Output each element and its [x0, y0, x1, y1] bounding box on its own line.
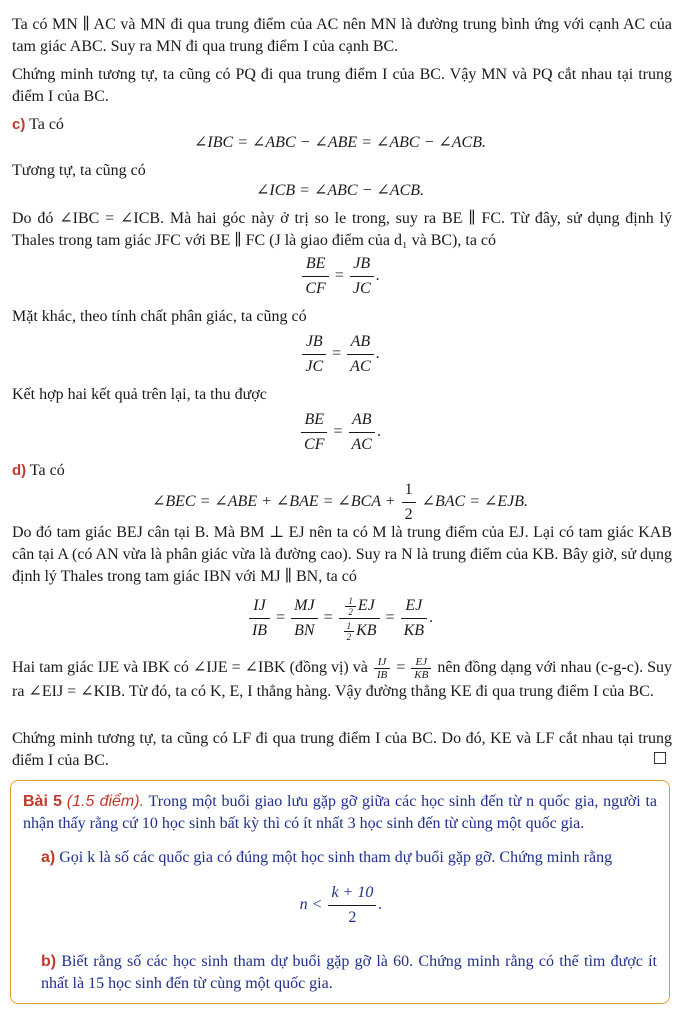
fraction-numerator: k + 10 [328, 881, 376, 906]
fraction-text: EJ [357, 597, 375, 614]
fraction-numerator: IJ [374, 656, 390, 669]
problem-statement: Bài 5 (1.5 điểm). Trong một buổi giao lưu gặp gỡ giữa các học sinh đến từ n quốc gia, người ta nhận thấy rằng cứ 10 học sinh bất kỳ thì có ít nhất 3 học sinh đến từ cùng một quốc gia. [23, 793, 658, 832]
fraction-numerator [339, 594, 380, 619]
inequality-n: n < $\frac{k + 10}{2}$ . [11, 881, 671, 930]
fraction-numerator: MJ [291, 594, 317, 619]
ratio-jb-jc-equals-ab-ac: $\frac{JB}{JC}$ = $\frac{AB}{AC}$ . [0, 330, 680, 379]
fraction-denominator: 2 [404, 506, 413, 523]
part-d-label: d) [12, 462, 27, 479]
part-a-label: a) [41, 849, 56, 866]
paragraph-1: Ta có MN ∥ AC và MN đi qua trung điểm của AC nên MN là đường trung bình ứng với cạnh AC của tam giác ABC. Suy ra MN đi qua trung điểm I của cạnh BC. [12, 16, 672, 55]
paragraph-4: Mặt khác, theo tính chất phân giác, ta cũng có [12, 308, 307, 325]
fraction-numerator: EJ [401, 594, 427, 619]
fraction-denominator [339, 619, 380, 643]
problem-text: Trong một buổi giao lưu gặp gỡ giữa các học sinh đến từ n quốc gia, người ta nhận thấy rằng cứ 10 học sinh bất kỳ thì có ít nhất 3 học sinh đến từ cùng một quốc gia. [23, 793, 658, 832]
paragraph-7-start: Hai tam giác IJE và IBK có ∠IJE = ∠IBK (đồng vị) và [12, 659, 368, 677]
fraction-numerator: JB [350, 252, 374, 277]
problem-box [10, 780, 670, 1004]
fraction-numerator: BE [301, 408, 327, 433]
fraction-numerator: JB [302, 330, 326, 355]
similarly-text: Tương tự, ta cũng có [12, 162, 146, 179]
equation-d1-right: ∠BAC = ∠EJB. [421, 493, 529, 511]
ratio-be-cf-equals-jb-jc: $\frac{BE}{CF}$ = $\frac{JB}{JC}$ . [0, 252, 680, 301]
fraction-numerator: 1 [344, 621, 355, 632]
part-b-text: Biết rằng số các học sinh tham dự buổi gặp gỡ là 60. Chứng minh rằng có thể tìm được ít nhất là 15 học sinh đến từ cùng một quốc gia. [41, 953, 658, 992]
fraction-denominator: IB [376, 669, 388, 681]
ratio-be-cf-equals-ab-ac: $\frac{BE}{CF}$ = $\frac{AB}{AC}$ . [0, 408, 680, 457]
equation-c1: ∠IBC = ∠ABC − ∠ABE = ∠ABC − ∠ACB. [194, 134, 486, 151]
fraction-numerator: BE [302, 252, 328, 277]
fraction-denominator: 2 [348, 606, 353, 617]
fraction-denominator: AC [350, 358, 371, 375]
fraction-denominator: BN [294, 622, 315, 639]
paragraph-5: Kết hợp hai kết quả trên lại, ta thu được [12, 386, 267, 403]
fraction-denominator: JC [305, 358, 324, 375]
fraction-numerator: AB [349, 408, 375, 433]
equation-d1 [0, 478, 680, 527]
paragraph-7: Hai tam giác IJE và IBK có ∠IJE = ∠IBK (đồng vị) và $\frac{IJ}{IB}$ = $\frac{EJ}{KB}$ nên đồng dạng với nhau (c-g-c). Suy ra ∠EIJ = ∠KIB. Từ đó, ta có K, E, I thẳng hàng. Vậy đường thẳng KE đi qua trung điểm I của BC. [12, 656, 673, 700]
paragraph-7-end: nên đồng dạng với nhau (c-g-c). Suy ra ∠EIJ = ∠KIB. Từ đó, ta có K, E, I thẳng hàng. Vậy đường thẳng KE đi qua trung điểm I của BC. [12, 659, 673, 700]
paragraph-2: Chứng minh tương tự, ta cũng có PQ đi qua trung điểm I của BC. Vậy MN và PQ cắt nhau tại trung điểm I của BC. [12, 66, 672, 105]
part-c-intro: Ta có [29, 116, 64, 133]
fraction-numerator: AB [347, 330, 373, 355]
problem-part-a [41, 847, 657, 869]
equation-d1-left: ∠BEC = ∠ABE + ∠BAE = ∠BCA + [151, 493, 396, 511]
problem-points: 1.5 điểm [72, 793, 135, 810]
qed-square-icon [654, 752, 666, 764]
fraction-text: KB [356, 622, 377, 639]
equation-c2: ∠ICB = ∠ABC − ∠ACB. [255, 182, 425, 199]
part-d-intro: Ta có [29, 462, 65, 479]
part-b-label: b) [41, 953, 57, 970]
fraction-denominator: 2 [346, 631, 352, 642]
fraction-numerator: EJ [411, 656, 431, 669]
fraction-denominator: 2 [348, 909, 357, 926]
part-c-label: c) [12, 116, 26, 133]
paragraph-8: Chứng minh tương tự, ta cũng có LF đi qua trung điểm I của BC. Do đó, KE và LF cắt nhau tại trung điểm I của BC. [12, 730, 672, 769]
fraction-numerator: IJ [249, 594, 270, 619]
fraction-denominator: CF [305, 280, 326, 297]
problem-title: Bài 5 [23, 793, 63, 810]
paragraph-3: Do đó ∠IBC = ∠ICB. Mà hai góc này ở trị so le trong, suy ra BE ∥ FC. Từ đây, sử dụng định lý Thales trong tam giác JFC với BE ∥ FC (J là giao điểm của d₁ và BC), ta có [12, 210, 672, 249]
thales-ratio-chain: $\frac{IJ}{IB}$ = $\frac{MJ}{BN}$ = $\frac{1}{2}$ EJ $\frac{1}{2}$ KB = $\frac{EJ}{KB}$ . [0, 594, 680, 643]
problem-part-b [41, 951, 657, 995]
fraction-denominator: JC [352, 280, 371, 297]
paragraph-6: Do đó tam giác BEJ cân tại B. Mà BM ⊥ EJ nên ta có M là trung điểm của EJ. Lại có tam giác KAB cân tại A (có AN vừa là phân giác vừa là đường cao). Suy ra N là trung điểm của KB. Bây giờ, sử dụng định lý Thales trong tam giác IBN với MJ ∥ BN, ta có [12, 524, 672, 585]
fraction-denominator: KB [403, 622, 425, 639]
inequality-left: n < [299, 896, 323, 914]
fraction-denominator: KB [414, 669, 429, 681]
fraction-denominator: AC [351, 436, 372, 453]
fraction-denominator: CF [304, 436, 325, 453]
fraction-denominator: IB [251, 622, 268, 639]
part-a-text: Gọi k là số các quốc gia có đúng một học sinh tham dự buổi gặp gỡ. Chứng minh rằng [59, 849, 613, 866]
fraction-numerator: 1 [402, 478, 416, 503]
fraction-numerator: 1 [345, 596, 356, 607]
